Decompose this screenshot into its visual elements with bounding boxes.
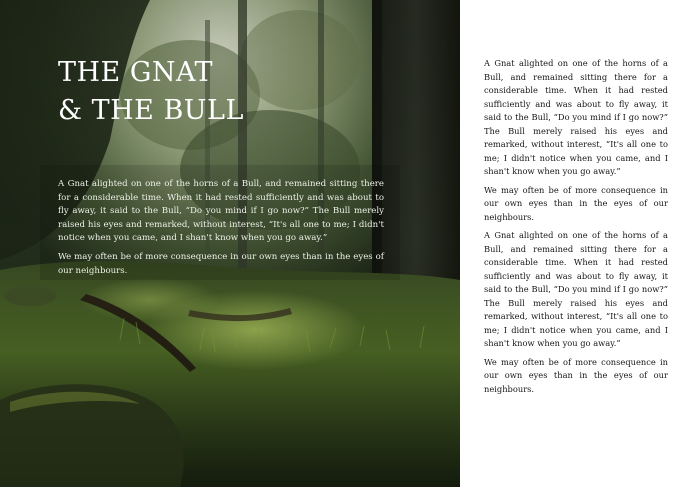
moral-paragraph: We may often be of more consequence in our own eyes than in the eyes of our neighbours. <box>58 251 384 276</box>
story-paragraph-2: A Gnat alighted on one of the horns of a Bull, and remained sitting there for a considerable time. When it had rested sufficiently and was about to fly away, it said to the Bull, “Do you mind if I go now?” The Bull merely raised his eyes and remarked, without interest, “It's all one to me; I didn't notice when you came, and I shan't know when you go away.” <box>484 230 668 348</box>
title-line-1: THE GNAT <box>58 57 214 88</box>
story-paragraph: A Gnat alighted on one of the horns of a Bull, and remained sitting there for a considerable time. When it had rested sufficiently and was about to fly away, it said to the Bull, “Do you mind if I go now?” The Bull merely raised his eyes and remarked, without interest, “It's all one to me; I didn't notice when you came, and I shan't know when you go away.” <box>58 179 384 244</box>
text-page <box>460 0 690 487</box>
photo-page-body <box>58 178 384 283</box>
story-title <box>58 54 244 130</box>
story-paragraph-1: A Gnat alighted on one of the horns of a Bull, and remained sitting there for a considerable time. When it had rested sufficiently and was about to fly away, it said to the Bull, “Do you mind if I go now?” The Bull merely raised his eyes and remarked, without interest, “It's all one to me; I didn't notice when you came, and I shan't know when you go away.” <box>484 58 668 176</box>
title-line-2: & THE BULL <box>58 95 244 126</box>
moral-paragraph-2: We may often be of more consequence in our own eyes than in the eyes of our neighbours. <box>484 356 668 394</box>
moral-paragraph-1: We may often be of more consequence in our own eyes than in the eyes of our neighbours. <box>484 184 668 222</box>
text-column <box>484 57 668 401</box>
